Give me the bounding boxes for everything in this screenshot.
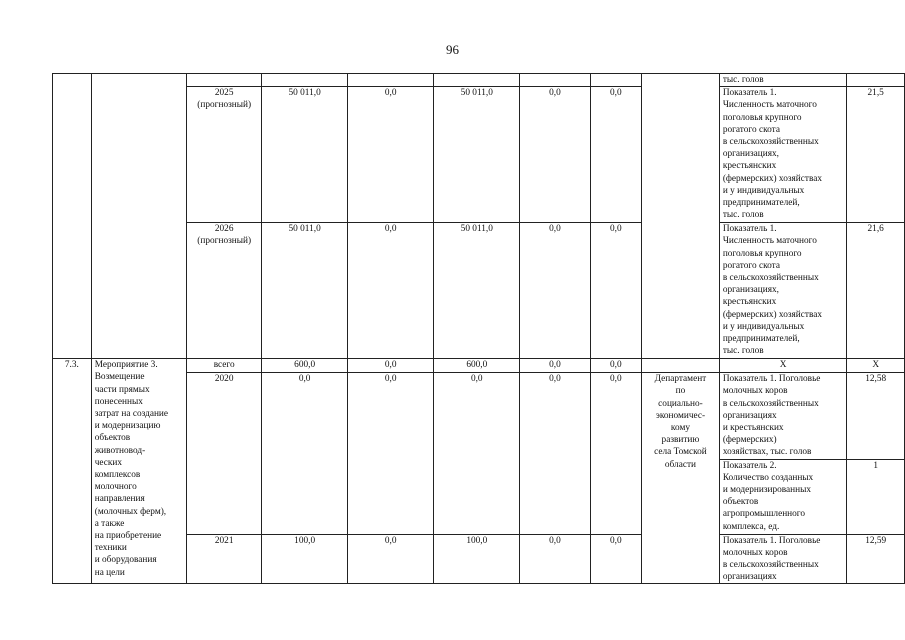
federal-cell: 0,0 — [348, 373, 434, 534]
executor-cell — [642, 223, 720, 359]
year-cell: 2025 (прогнозный) — [187, 87, 262, 223]
local-cell: 0,0 — [520, 534, 590, 584]
program-table — [52, 73, 905, 584]
indicator-value-cell: 21,6 — [847, 223, 905, 359]
name-cell — [91, 87, 187, 223]
executor-cell — [642, 87, 720, 223]
other-cell — [590, 74, 642, 87]
total-cell: 50 011,0 — [262, 223, 348, 359]
other-cell: 0,0 — [590, 534, 642, 584]
local-cell: 0,0 — [520, 359, 590, 373]
federal-cell — [348, 74, 434, 87]
regional-cell: 100,0 — [434, 534, 520, 584]
executor-cell — [642, 74, 720, 87]
indicator-value-cell: X — [847, 359, 905, 373]
indicator-cell: тыс. голов — [719, 74, 847, 87]
regional-cell — [434, 74, 520, 87]
total-cell: 600,0 — [262, 359, 348, 373]
measure-number-cell: 7.3. — [53, 359, 92, 584]
table-row — [53, 359, 905, 373]
measure-name-cell: Мероприятие 3. Возмещение части прямых понесенных затрат на создание и модернизацию объектов животновод- ческих комплексов молочного направления (молочных ферм), а также на приобретение техники и оборудования на цели — [91, 359, 187, 584]
table-row — [53, 87, 905, 223]
year-cell: 2021 — [187, 534, 262, 584]
total-cell: 0,0 — [262, 373, 348, 534]
executor-cell: Департамент по социально- экономичес- кому развитию села Томской области — [642, 373, 720, 584]
local-cell: 0,0 — [520, 223, 590, 359]
federal-cell: 0,0 — [348, 223, 434, 359]
local-cell: 0,0 — [520, 87, 590, 223]
year-cell: всего — [187, 359, 262, 373]
executor-cell — [642, 359, 720, 373]
indicator-cell: Показатель 2. Количество созданных и модернизированных объектов агропромышленного комплекса, ед. — [719, 459, 847, 534]
federal-cell: 0,0 — [348, 359, 434, 373]
local-cell: 0,0 — [520, 373, 590, 534]
number-cell — [53, 223, 92, 359]
other-cell: 0,0 — [590, 223, 642, 359]
federal-cell: 0,0 — [348, 534, 434, 584]
table-row — [53, 223, 905, 359]
other-cell: 0,0 — [590, 373, 642, 534]
indicator-cell: Показатель 1. Численность маточного поголовья крупного рогатого скота в сельскохозяйственных организациях, крестьянских (фермерских) хозяйствах и у индивидуальных предпринимателей, тыс. голов — [719, 87, 847, 223]
name-cell — [91, 74, 187, 87]
year-cell: 2026 (прогнозный) — [187, 223, 262, 359]
name-cell — [91, 223, 187, 359]
number-cell — [53, 74, 92, 87]
regional-cell: 50 011,0 — [434, 223, 520, 359]
number-cell — [53, 87, 92, 223]
total-cell: 50 011,0 — [262, 87, 348, 223]
total-cell — [262, 74, 348, 87]
indicator-cell: Показатель 1. Численность маточного поголовья крупного рогатого скота в сельскохозяйственных организациях, крестьянских (фермерских) хозяйствах и у индивидуальных предпринимателей, тыс. голов — [719, 223, 847, 359]
page-number: 96 — [446, 42, 459, 57]
year-cell — [187, 74, 262, 87]
indicator-value-cell: 12,58 — [847, 373, 905, 459]
other-cell: 0,0 — [590, 87, 642, 223]
regional-cell: 600,0 — [434, 359, 520, 373]
indicator-cell: X — [719, 359, 847, 373]
other-cell: 0,0 — [590, 359, 642, 373]
total-cell: 100,0 — [262, 534, 348, 584]
regional-cell: 0,0 — [434, 373, 520, 534]
table-row — [53, 74, 905, 87]
local-cell — [520, 74, 590, 87]
regional-cell: 50 011,0 — [434, 87, 520, 223]
indicator-cell: Показатель 1. Поголовье молочных коров в сельскохозяйственных организациях — [719, 534, 847, 584]
indicator-value-cell — [847, 74, 905, 87]
indicator-cell: Показатель 1. Поголовье молочных коров в сельскохозяйственных организациях и крестьянских (фермерских) хозяйствах, тыс. голов — [719, 373, 847, 459]
federal-cell: 0,0 — [348, 87, 434, 223]
indicator-value-cell: 21,5 — [847, 87, 905, 223]
indicator-value-cell: 1 — [847, 459, 905, 534]
indicator-value-cell: 12,59 — [847, 534, 905, 584]
year-cell: 2020 — [187, 373, 262, 534]
